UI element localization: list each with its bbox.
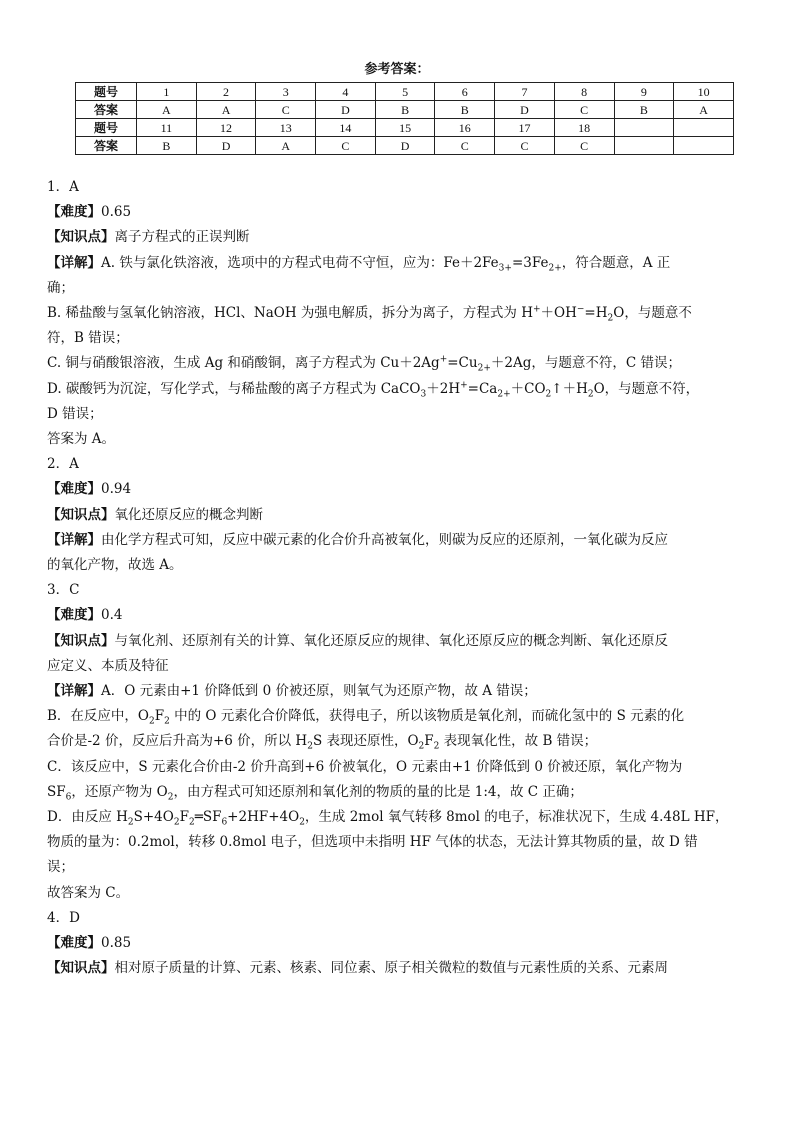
table-cell: A bbox=[256, 137, 316, 155]
detail-text: ＋CO bbox=[510, 380, 546, 397]
knowledge-value: 与氧化剂、还原剂有关的计算、氧化还原反应的规律、氧化还原反应的概念判断、氧化还原反 bbox=[114, 632, 668, 649]
detail-text: 合价是-2 价，反应后升高为+6 价，所以 H bbox=[47, 733, 308, 750]
detail-text: A．O 元素由+1 价降低到 0 价被还原，则氧气为还原产物，故 A 错误； bbox=[101, 683, 537, 700]
detail-line bbox=[47, 805, 747, 830]
detail-text: 表现氧化性，故 B 错误； bbox=[439, 733, 598, 750]
table-cell: C bbox=[495, 137, 555, 155]
table-cell bbox=[674, 137, 734, 155]
detail-text: S 表现还原性，O bbox=[312, 733, 419, 750]
answer-line: 答案为 A。 bbox=[47, 431, 116, 448]
subscript: 2 bbox=[149, 716, 155, 727]
table-row bbox=[76, 101, 734, 119]
knowledge-label: 【知识点】 bbox=[47, 506, 115, 523]
detail-line: 确； bbox=[47, 279, 74, 296]
knowledge-label: 【知识点】 bbox=[47, 960, 115, 977]
table-cell: C bbox=[256, 101, 316, 119]
table-cell: D bbox=[196, 137, 256, 155]
detail-label: 【详解】 bbox=[47, 254, 101, 271]
knowledge-line bbox=[47, 225, 747, 250]
detail-text: O，与题意不符， bbox=[593, 380, 700, 397]
table-cell: A bbox=[674, 101, 734, 119]
subscript: 2 bbox=[167, 792, 174, 803]
charge-superscript: 2+ bbox=[477, 364, 491, 375]
detail-text: F bbox=[179, 809, 189, 826]
difficulty-label: 【难度】 bbox=[47, 481, 101, 498]
knowledge-value: 相对原子质量的计算、元素、核素、同位素、原子相关微粒的数值与元素性质的关系、元素周 bbox=[114, 960, 668, 977]
difficulty-label: 【难度】 bbox=[47, 204, 101, 221]
table-cell: B bbox=[137, 137, 197, 155]
detail-line bbox=[47, 679, 747, 704]
knowledge-label: 【知识点】 bbox=[47, 229, 115, 246]
detail-text: =H bbox=[584, 305, 608, 322]
table-cell: 18 bbox=[554, 119, 614, 137]
subscript: 2 bbox=[173, 817, 180, 828]
table-cell: 17 bbox=[495, 119, 555, 137]
detail-text: ↑＋H bbox=[551, 380, 588, 397]
table-row bbox=[76, 119, 734, 137]
knowledge-value: 氧化还原反应的概念判断 bbox=[114, 506, 263, 523]
table-cell bbox=[614, 119, 674, 137]
table-cell: 1 bbox=[137, 83, 197, 101]
knowledge-line bbox=[47, 956, 747, 981]
table-cell: 11 bbox=[137, 119, 197, 137]
knowledge-value: 离子方程式的正误判断 bbox=[114, 229, 250, 246]
table-cell: A bbox=[137, 101, 197, 119]
subscript: 2 bbox=[299, 817, 305, 828]
detail-line: C．该反应中，S 元素化合价由-2 价升高到+6 价被氧化，O 元素由+1 价降低到 0 价被还原，氧化产物为 bbox=[47, 758, 683, 775]
detail-text: =Ca bbox=[467, 380, 498, 397]
table-cell: 6 bbox=[435, 83, 495, 101]
difficulty-line bbox=[47, 200, 747, 225]
detail-text: =Cu bbox=[447, 355, 478, 372]
detail-text: ＋OH bbox=[540, 305, 577, 322]
charge-superscript: − bbox=[576, 304, 585, 315]
charge-superscript: + bbox=[460, 380, 468, 391]
table-cell: 3 bbox=[256, 83, 316, 101]
table-cell: 2 bbox=[196, 83, 256, 101]
charge-superscript: 2+ bbox=[548, 263, 562, 274]
difficulty-label: 【难度】 bbox=[47, 607, 101, 624]
table-cell: A bbox=[196, 101, 256, 119]
subscript: 2 bbox=[418, 742, 425, 753]
table-cell: C bbox=[435, 137, 495, 155]
table-cell: D bbox=[375, 137, 435, 155]
detail-line bbox=[47, 528, 747, 553]
detail-line: 符，B 错误； bbox=[47, 330, 129, 347]
detail-text: ，由方程式可知还原剂和氧化剂的物质的量的比是 1:4，故 C 正确； bbox=[173, 783, 583, 800]
detail-text: A. 铁与氯化铁溶液，选项中的方程式电荷不守恒，应为：Fe＋2Fe bbox=[101, 254, 499, 271]
detail-text: ＋2Ag，与题意不符，C 错误； bbox=[490, 355, 681, 372]
table-row bbox=[76, 137, 734, 155]
charge-superscript: 2+ bbox=[497, 389, 511, 400]
detail-text: ，生成 2mol 氧气转移 8mol 的电子，标准状况下，生成 4.48L HF， bbox=[304, 809, 729, 826]
table-cell: B bbox=[435, 101, 495, 119]
difficulty-line bbox=[47, 603, 747, 628]
solutions-body bbox=[47, 175, 747, 982]
question-number: 3．C bbox=[47, 582, 80, 599]
table-cell: 15 bbox=[375, 119, 435, 137]
detail-text: +2HF+4O bbox=[227, 809, 300, 826]
table-cell: 10 bbox=[674, 83, 734, 101]
detail-text: 中的 O 元素化合价降低，获得电子，所以该物质是氧化剂，而硫化氢中的 S 元素的化 bbox=[169, 708, 685, 725]
table-cell: 9 bbox=[614, 83, 674, 101]
table-cell: 16 bbox=[435, 119, 495, 137]
detail-line bbox=[47, 729, 747, 754]
detail-line: D 错误； bbox=[47, 405, 103, 422]
subscript: 3 bbox=[420, 389, 427, 400]
table-cell: D bbox=[495, 101, 555, 119]
detail-text: S+4O bbox=[133, 809, 174, 826]
detail-text: D．由反应 H bbox=[47, 809, 128, 826]
detail-text: ═SF bbox=[194, 809, 222, 826]
detail-text: ，还原产物为 O bbox=[71, 783, 168, 800]
table-cell: B bbox=[375, 101, 435, 119]
subscript: 2 bbox=[307, 742, 313, 753]
table-row bbox=[76, 83, 734, 101]
answer-key-table bbox=[75, 82, 734, 155]
detail-text: ，符合题意，A 正 bbox=[561, 254, 671, 271]
subscript: 2 bbox=[607, 313, 614, 324]
charge-superscript: + bbox=[532, 304, 541, 315]
knowledge-line bbox=[47, 503, 747, 528]
question-number: 4．D bbox=[47, 909, 80, 926]
subscript: 2 bbox=[188, 817, 195, 828]
table-cell: D bbox=[316, 101, 376, 119]
detail-text: D. 碳酸钙为沉淀，写化学式，与稀盐酸的离子方程式为 CaCO bbox=[47, 380, 421, 397]
detail-text: F bbox=[154, 708, 165, 725]
difficulty-value: 0.85 bbox=[101, 935, 132, 952]
table-cell: 14 bbox=[316, 119, 376, 137]
detail-line bbox=[47, 704, 747, 729]
detail-line: 的氧化产物，故选 A。 bbox=[47, 557, 183, 574]
subscript: 2 bbox=[587, 389, 594, 400]
table-cell: B bbox=[614, 101, 674, 119]
detail-line bbox=[47, 251, 747, 276]
difficulty-line bbox=[47, 477, 747, 502]
detail-text: =3Fe bbox=[511, 254, 549, 271]
knowledge-label: 【知识点】 bbox=[47, 632, 115, 649]
detail-text: SF bbox=[47, 783, 66, 800]
subscript: 2 bbox=[164, 716, 170, 727]
difficulty-line bbox=[47, 931, 747, 956]
table-cell: 12 bbox=[196, 119, 256, 137]
table-cell bbox=[614, 137, 674, 155]
subscript: 6 bbox=[65, 792, 72, 803]
detail-line: 误； bbox=[47, 859, 74, 876]
answer-line: 故答案为 C。 bbox=[47, 884, 130, 901]
detail-line bbox=[47, 351, 747, 376]
table-cell: C bbox=[554, 101, 614, 119]
detail-label: 【详解】 bbox=[47, 683, 101, 700]
table-cell bbox=[674, 119, 734, 137]
row-label-answer: 答案 bbox=[76, 101, 137, 119]
detail-text: ＋2H bbox=[426, 380, 461, 397]
knowledge-line bbox=[47, 629, 747, 654]
row-label-answer: 答案 bbox=[76, 137, 137, 155]
detail-text: F bbox=[424, 733, 434, 750]
table-cell: 4 bbox=[316, 83, 376, 101]
detail-text: C. 铜与硝酸银溶液，生成 Ag 和硝酸铜，离子方程式为 Cu＋2Ag bbox=[47, 355, 440, 372]
table-cell: 8 bbox=[554, 83, 614, 101]
subscript: 2 bbox=[127, 817, 134, 828]
detail-line bbox=[47, 301, 747, 326]
question-number: 2．A bbox=[47, 456, 79, 473]
difficulty-value: 0.4 bbox=[101, 607, 123, 624]
table-cell: 7 bbox=[495, 83, 555, 101]
table-cell: C bbox=[554, 137, 614, 155]
question-number: 1．A bbox=[47, 179, 79, 195]
subscript: 6 bbox=[221, 817, 228, 828]
table-cell: 13 bbox=[256, 119, 316, 137]
knowledge-line: 应定义、本质及特征 bbox=[47, 657, 169, 674]
detail-text: B. 稀盐酸与氢氧化钠溶液，HCl、NaOH 为强电解质，拆分为离子，方程式为 H bbox=[47, 305, 533, 322]
table-cell: C bbox=[316, 137, 376, 155]
detail-label: 【详解】 bbox=[47, 531, 101, 548]
difficulty-value: 0.94 bbox=[101, 481, 132, 498]
detail-text: B．在反应中，O bbox=[47, 708, 149, 725]
detail-line bbox=[47, 780, 747, 805]
table-cell: 5 bbox=[375, 83, 435, 101]
difficulty-value: 0.65 bbox=[101, 204, 132, 221]
detail-text: 由化学方程式可知，反应中碳元素的化合价升高被氧化，则碳为反应的还原剂，一氧化碳为反应 bbox=[101, 531, 668, 548]
detail-text: O，与题意不 bbox=[613, 305, 692, 322]
charge-superscript: + bbox=[439, 354, 448, 365]
subscript: 2 bbox=[545, 389, 552, 400]
detail-line: 物质的量为：0.2mol，转移 0.8mol 电子，但选项中未指明 HF 气体的状态，无法计算其物质的量，故 D 错 bbox=[47, 834, 698, 851]
difficulty-label: 【难度】 bbox=[47, 935, 101, 952]
charge-superscript: 3+ bbox=[498, 263, 512, 274]
row-label-question: 题号 bbox=[76, 119, 137, 137]
detail-line bbox=[47, 377, 747, 402]
subscript: 2 bbox=[433, 742, 440, 753]
answer-key-title: 参考答案： bbox=[364, 62, 430, 77]
row-label-question: 题号 bbox=[76, 83, 137, 101]
